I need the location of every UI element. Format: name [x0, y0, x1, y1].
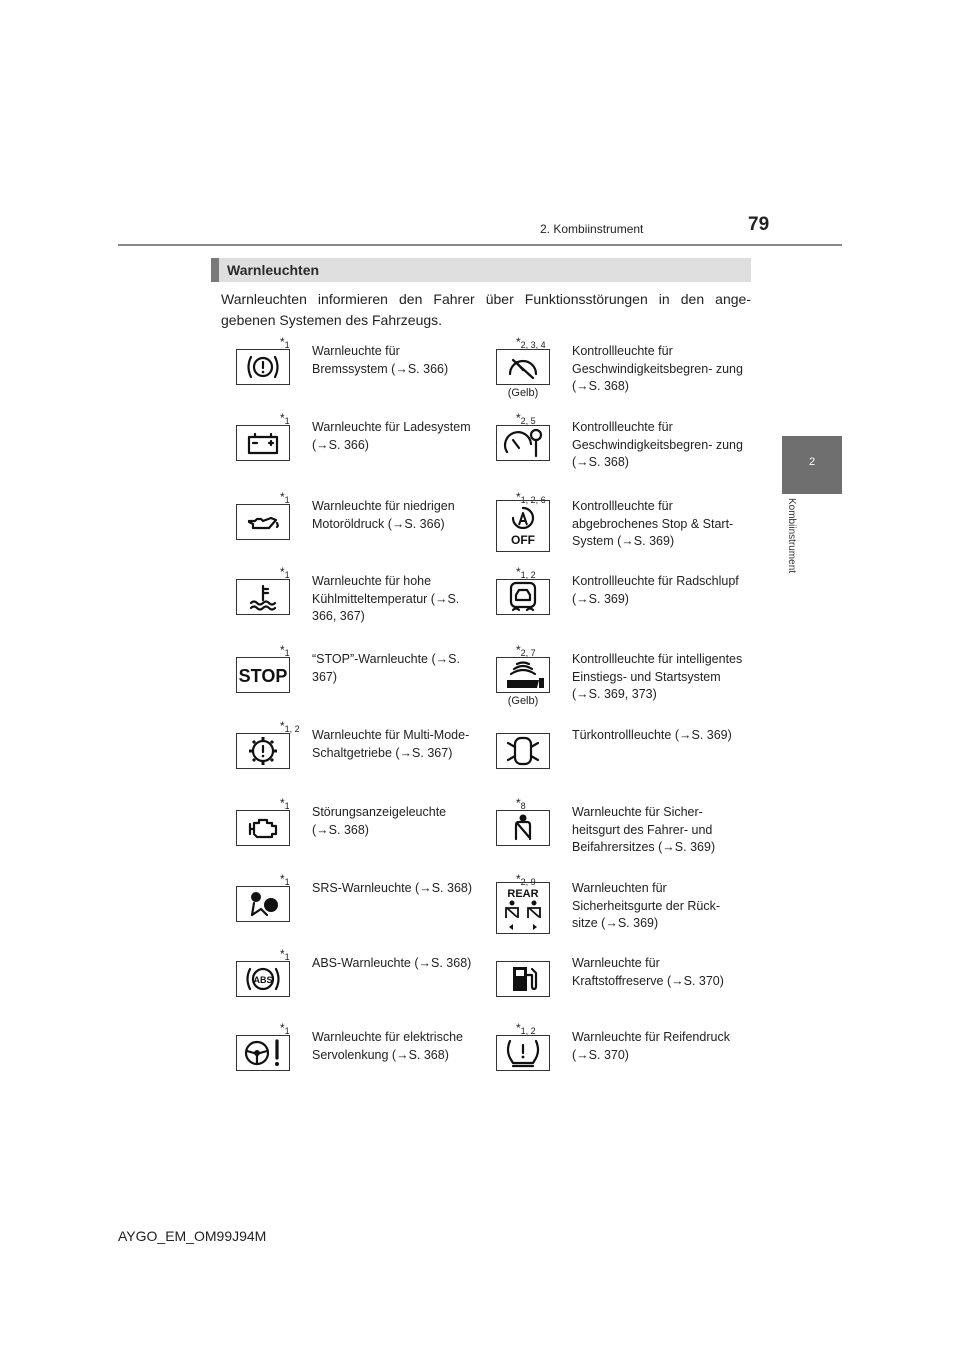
indicator-entry	[230, 872, 480, 942]
indicator-description: Warnleuchte für niedrigen Motoröldruck (→S. 366)	[312, 499, 455, 531]
footnote-star: *	[280, 335, 285, 349]
footnote-mark	[516, 643, 536, 657]
indicator-symbol-box	[236, 1035, 290, 1071]
indicator-entry	[230, 1021, 480, 1091]
indicator-entry	[230, 719, 480, 789]
footnote-mark	[280, 947, 290, 961]
side-tab-label: Kombiinstrument	[786, 498, 797, 574]
stop-start-off-icon	[501, 504, 545, 548]
indicator-description: Störungsanzeigeleuchte (→S. 368)	[312, 805, 447, 837]
color-note: (Gelb)	[507, 387, 539, 399]
indicator-entry	[230, 796, 480, 866]
footnote-refs: 1	[284, 340, 290, 350]
footnote-refs: 1	[284, 416, 290, 426]
footnote-star: *	[280, 796, 285, 810]
color-note: (Gelb)	[507, 695, 539, 707]
indicator-symbol-box	[236, 657, 290, 693]
footnote-refs: 1	[284, 801, 290, 811]
indicator-symbol-box	[496, 961, 550, 997]
indicator-symbol-box	[236, 579, 290, 615]
indicator-description: Warnleuchte für Bremssystem (→S. 366)	[312, 344, 449, 376]
footnote-refs: 2, 9	[520, 877, 536, 887]
indicator-entry	[496, 719, 751, 789]
indicator-description: SRS-Warnleuchte (→S. 368)	[312, 881, 473, 895]
srs-airbag-icon	[243, 887, 283, 921]
footnote-star: *	[516, 643, 521, 657]
indicator-symbol-box	[236, 425, 290, 461]
footnote-mark	[280, 719, 300, 733]
indicator-symbol-box	[236, 504, 290, 540]
indicator-entry	[230, 335, 480, 405]
indicator-description: Warnleuchte für Reifendruck (→S. 370)	[572, 1030, 730, 1062]
footnote-refs: 2, 3, 4	[520, 340, 546, 350]
svg-text:ABS: ABS	[253, 975, 273, 985]
indicator-description: Kontrollleuchte für intelligentes Einstiegs- und Startsystem (→S. 369, 373)	[572, 652, 743, 701]
footnote-refs: 1, 2	[520, 570, 536, 580]
transmission-gear-icon	[243, 734, 283, 768]
footnote-star: *	[280, 719, 285, 733]
indicator-entry	[496, 411, 751, 481]
indicator-entry	[230, 643, 480, 713]
footnote-refs: 1	[284, 495, 290, 505]
footnote-refs: 1, 2	[520, 1026, 536, 1036]
footnote-mark	[280, 490, 290, 504]
power-steering-icon	[241, 1036, 285, 1070]
footnote-star: *	[280, 565, 285, 579]
footnote-mark	[516, 796, 526, 810]
speed-limiter-fault-icon	[501, 426, 545, 460]
indicator-entry	[496, 335, 751, 405]
footnote-mark	[280, 411, 290, 425]
section-intro: Warnleuchten informieren den Fahrer über Funktionsstörungen in den ange- gebenen Systemen des Fahrzeugs.	[221, 291, 751, 328]
footnote-star: *	[280, 490, 285, 504]
page-number: 79	[748, 214, 770, 235]
indicator-description: Warnleuchte für elektrische Servolenkung (→S. 368)	[312, 1030, 463, 1062]
indicator-symbol-box	[496, 657, 550, 693]
indicator-symbol-box	[496, 733, 550, 769]
footnote-star: *	[516, 1021, 521, 1035]
indicator-entry	[230, 411, 480, 481]
header-section: 2. Kombiinstrument	[540, 222, 644, 236]
footnote-star: *	[280, 947, 285, 961]
indicator-description: Warnleuchte für Ladesystem (→S. 366)	[312, 420, 471, 452]
footnote-mark	[280, 335, 290, 349]
footer-doc-code: AYGO_EM_OM99J94M	[118, 1228, 267, 1244]
footnote-star: *	[516, 335, 521, 349]
slip-indicator-icon	[503, 580, 543, 614]
indicator-symbol-box	[496, 579, 550, 615]
indicator-description: Kontrollleuchte für Radschlupf (→S. 369)	[572, 574, 739, 606]
footnote-mark	[516, 1021, 536, 1035]
footnote-mark	[280, 796, 290, 810]
footnote-star: *	[280, 1021, 285, 1035]
indicator-entry	[230, 565, 480, 635]
footnote-mark	[280, 643, 290, 657]
footnote-star: *	[280, 411, 285, 425]
indicator-description: Warnleuchte für Multi-Mode-Schaltgetriebe (→S. 367)	[312, 728, 470, 760]
section-title: Warnleuchten	[227, 262, 320, 278]
indicator-symbol-box	[236, 810, 290, 846]
abs-warning-icon	[241, 964, 285, 994]
indicator-symbol-box	[496, 349, 550, 385]
fuel-reserve-icon	[503, 962, 543, 996]
footnote-refs: 2, 5	[520, 416, 536, 426]
indicator-description: “STOP”-Warnleuchte (→S. 367)	[312, 652, 460, 684]
svg-text:STOP: STOP	[238, 666, 288, 686]
indicator-description: Kontrollleuchte für abgebrochenes Stop & Start-System (→S. 369)	[572, 499, 734, 548]
indicator-symbol-box	[236, 349, 290, 385]
section-heading-bar	[211, 258, 219, 282]
indicator-entry	[496, 796, 751, 866]
door-open-icon	[503, 734, 543, 768]
footnote-mark	[280, 872, 290, 886]
footnote-refs: 2, 7	[520, 648, 536, 658]
footnote-refs: 1	[284, 648, 290, 658]
indicator-entry	[230, 947, 480, 1017]
footnote-star: *	[280, 643, 285, 657]
indicator-entry	[496, 947, 751, 1017]
brake-warning-icon	[243, 352, 283, 382]
footnote-refs: 1	[284, 952, 290, 962]
footnote-refs: 1, 2	[284, 724, 300, 734]
footnote-star: *	[516, 796, 521, 810]
indicator-entry	[496, 643, 751, 713]
battery-charging-icon	[243, 428, 283, 458]
indicator-symbol-box	[496, 810, 550, 846]
indicator-symbol-box	[496, 425, 550, 461]
indicator-symbol-box	[236, 961, 290, 997]
indicator-symbol-box	[236, 886, 290, 922]
footnote-star: *	[280, 872, 285, 886]
section-heading	[211, 258, 751, 282]
indicator-entry	[496, 872, 751, 942]
indicator-entry	[496, 1021, 751, 1091]
indicator-description: Warnleuchten für Sicherheitsgurte der Rück- sitze (→S. 369)	[572, 881, 720, 930]
indicator-symbol-box	[496, 882, 550, 934]
footnote-mark	[516, 335, 546, 349]
indicator-entry	[230, 490, 480, 560]
svg-text:REAR: REAR	[507, 888, 539, 900]
indicator-description: Kontrollleuchte für Geschwindigkeitsbegren- zung (→S. 368)	[572, 344, 743, 393]
indicator-entry	[496, 490, 751, 560]
indicator-description: Warnleuchte für Sicher- heitsgurt des Fahrer- und Beifahrersitzes (→S. 369)	[572, 805, 716, 854]
footnote-refs: 1	[284, 1026, 290, 1036]
coolant-temp-icon	[243, 582, 283, 612]
footnote-mark	[516, 565, 536, 579]
indicator-entry	[496, 565, 751, 635]
indicator-symbol-box	[496, 1035, 550, 1071]
svg-text:OFF: OFF	[511, 533, 535, 547]
footnote-star: *	[516, 565, 521, 579]
indicator-description: Warnleuchte für hohe Kühlmitteltemperatur (→S. 366, 367)	[312, 574, 460, 623]
smart-key-icon	[499, 658, 547, 692]
speed-limiter-icon	[503, 352, 543, 382]
stop-warning-icon	[238, 661, 288, 689]
tire-pressure-icon	[501, 1036, 545, 1070]
footnote-refs: 1	[284, 877, 290, 887]
header-rule	[118, 244, 842, 246]
seatbelt-rear-icon	[497, 884, 549, 932]
indicator-description: Türkontrollleuchte (→S. 369)	[572, 728, 732, 742]
indicator-description: Warnleuchte für Kraftstoffreserve (→S. 370)	[572, 956, 724, 988]
seatbelt-front-icon	[503, 811, 543, 845]
indicator-symbol-box	[236, 733, 290, 769]
check-engine-icon	[243, 813, 283, 843]
footnote-refs: 8	[520, 801, 526, 811]
footnote-star: *	[516, 490, 521, 504]
indicator-symbol-box	[496, 500, 550, 552]
footnote-mark	[280, 1021, 290, 1035]
footnote-refs: 1, 2, 6	[520, 495, 546, 505]
footnote-star: *	[516, 411, 521, 425]
footnote-star: *	[516, 872, 521, 886]
footnote-mark	[280, 565, 290, 579]
indicator-description: Kontrollleuchte für Geschwindigkeitsbegren- zung (→S. 368)	[572, 420, 743, 469]
footnote-mark	[516, 411, 536, 425]
oil-pressure-icon	[243, 507, 283, 537]
footnote-refs: 1	[284, 570, 290, 580]
indicator-description: ABS-Warnleuchte (→S. 368)	[312, 956, 472, 970]
side-tab-number: 2	[808, 456, 816, 468]
